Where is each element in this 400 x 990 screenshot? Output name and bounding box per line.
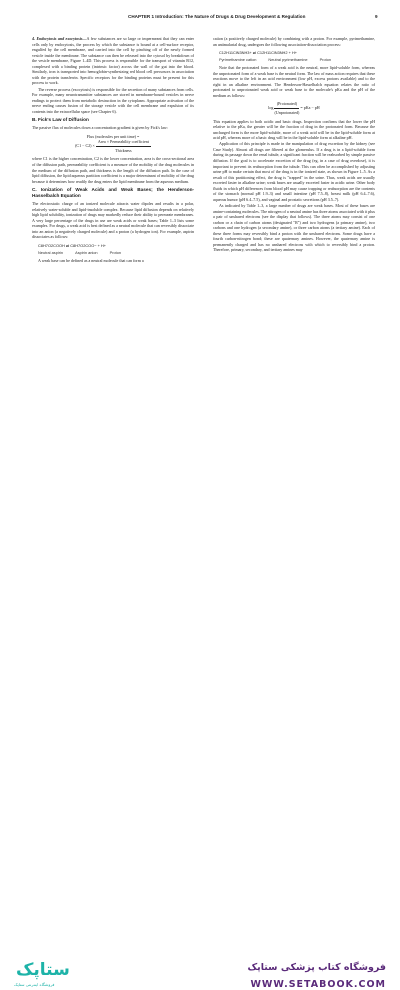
cation-paragraph: cation (a positively charged molecule) by combining with a proton. For example, pyrimethamine, an antimalarial drug, undergoes the following association-dissociation process: <box>213 36 375 47</box>
aspirin-label: Proton <box>109 249 122 255</box>
watermark-url: WWW.SETABOOK.COM <box>250 979 386 990</box>
exocytosis-paragraph: The reverse process (exocytosis) is responsible for the secretion of many substances from cells. For example, many neurotransmitter substances are stored in membrane-bound vesicles in nerve endings to protect them from metabolic destruction in the cytoplasm. Appropriate activation of the nerve ending causes fusion of the storage vesicle with the cell membrane and expulsion of its contents into the extracellular space (see Chapter 6). <box>32 86 194 114</box>
pyrimethamine-equation <box>219 50 375 62</box>
ionization-heading: C. Ionization of Weak Acids and Weak Bases; the Henderson-Hasselbalch Equation <box>32 187 194 199</box>
henderson-intro: Note that the protonated form of a weak acid is the neutral, more lipid-soluble form, whereas the unprotonated form of a weak base is the neutral form. The law of mass action requires that these reactions move to the left in an acid environment (low pH, excess protons available) and to the right in an alkaline environment. The Henderson-Hasselbalch equation relates the ratio of protonated to unprotonated weak acid or weak base to the molecule's pKa and the pH of the medium as follows: <box>213 65 375 98</box>
equation-applies-paragraph: This equation applies to both acidic and basic drugs. Inspection confirms that the lower the pH relative to the pKa, the greater will be the fraction of drug in the protonated form. Because the uncharged form is the more lipid-soluble, more of a weak acid will be in the lipid-soluble form at acid pH, whereas more of a basic drug will be in the lipid-soluble form at alkaline pH. <box>213 118 375 141</box>
watermark-brand-name: فروشگاه کتاب پزشکی ستاپک <box>247 962 386 973</box>
henderson-hasselbalch-equation <box>213 101 375 115</box>
hh-rhs: = pKa − pH <box>300 105 320 111</box>
fick-heading: B. Fick's Law of Diffusion <box>32 117 89 123</box>
aspirin-formula: C8H7O2COOH ⇌ C8H7O2COO− + H+ <box>38 243 107 248</box>
aspirin-equation <box>38 243 194 255</box>
hh-numerator: (Protonated) <box>274 101 299 109</box>
amines-paragraph: As indicated by Table 1–3, a large number of drugs are weak bases. Most of these bases are amine-containing molecules. The nitrogen of a neutral amine has three atoms associated with it plus a pair of unshared electrons (see the display that follows). The three atoms may consist of one carbon or a chain of carbon atoms (designated "R") and two hydrogens (a primary amine), two carbons and one hydrogen (a secondary amine), or three carbon atoms (a tertiary amine). Each of these three forms may reversibly bind a proton with the unshared electrons. Some drugs have a fourth carbon-nitrogen bond; these are quaternary amines. However, the quaternary amine is permanently charged and has no unshared electrons with which to reversibly bind a proton. Therefore, primary, secondary, and tertiary amines may <box>213 202 375 253</box>
pyrimethamine-label: Neutral pyrimethamine <box>268 56 308 62</box>
chapter-title: CHAPTER 1 Introduction: The Nature of Drugs & Drug Development & Regulation <box>128 14 306 19</box>
ionization-paragraph: The electrostatic charge of an ionized molecule attracts water dipoles and results in a polar, relatively water-soluble and lipid-insoluble complex. Because lipid diffusion depends on relatively high lipid solubility, ionization of drugs may markedly reduce their ability to permeate membranes. A very large percentage of the drugs in use are weak acids or weak bases; Table 1–3 lists some examples. For drugs, a weak acid is best defined as a neutral molecule that can reversibly dissociate into an anion (a negatively charged molecule) and a proton (a hydrogen ion). For example, aspirin dissociates as follows: <box>32 201 194 240</box>
left-column <box>32 36 194 264</box>
fick-explanation: where C1 is the higher concentration, C2 is the lower concentration, area is the cross-sectional area of the diffusion path, permeability coefficient is a measure of the mobility of the drug molecules in the medium of the diffusion path, and thickness is the length of the diffusion path. In the case of lipid diffusion, the lipid:aqueous partition coefficient is a major determinant of mobility of the drug because it determines how readily the drug enters the lipid membrane from the aqueous medium. <box>32 156 194 184</box>
page-number: 9 <box>375 14 378 19</box>
fick-intro: The passive flux of molecules down a concentration gradient is given by Fick's law: <box>32 125 168 131</box>
fick-equation-numerator: Area × Permeability coefficient <box>96 139 151 147</box>
watermark-logo-subtitle: فروشگاه اینترنتی ستاپک <box>14 982 55 987</box>
aspirin-label: Neutral aspirin <box>38 249 64 255</box>
excretion-paragraph: Application of this principle is made in the manipulation of drug excretion by the kidney (see Case Study). Almost all drugs are filtered at the glomerulus. If a drug is in a lipid-soluble form during its passage down the renal tubule, a significant fraction will be reabsorbed by simple passive diffusion. If the goal is to accelerate excretion of the drug (eg, in a case of drug overdose), it is important to prevent its reabsorption from the tubule. This can often be accomplished by adjusting urine pH to make certain that most of the drug is in the ionized state, as shown in Figure 1–5. As a result of this partitioning effect, the drug is "trapped" in the urine. Thus, weak acids are usually excreted faster in alkaline urine; weak bases are usually excreted faster in acidic urine. Other body fluids in which pH differences from blood pH may cause trapping or reabsorption are the contents of the stomach (normal pH 1.9–3) and small intestine (pH 7.5–8), breast milk (pH 6.4–7.6), aqueous humor (pH 6.4–7.5), and vaginal and prostatic secretions (pH 3.5–7). <box>213 141 375 202</box>
endocytosis-heading: 4. Endocytosis and exocytosis— <box>32 36 87 41</box>
fick-equation-denominator: Thickness <box>115 147 132 153</box>
aspirin-label: Aspirin anion <box>75 249 98 255</box>
fick-equation-flux: Flux (molecules per unit time) = <box>86 133 140 139</box>
pyrimethamine-label: Proton <box>319 56 332 62</box>
fick-equation <box>32 134 194 154</box>
hh-log: log <box>268 105 274 111</box>
running-header <box>0 14 400 24</box>
pyrimethamine-label: Pyrimethamine cation <box>219 56 257 62</box>
right-column <box>213 36 375 253</box>
fick-equation-concentration: (C1 − C2) × <box>75 143 95 149</box>
endocytosis-text: A few substances are so large or impermeant that they can enter cells only by endocytosis, the process by which the substance is bound at a cell-surface receptor, engulfed by the cell membrane, and carried into the cell by pinching off of the newly formed vesicle inside the membrane. The substance can then be released into the cytosol by breakdown of the vesicle membrane, Figure 1–4D. This process is responsible for the transport of vitamin B12, complexed with a binding protein (intrinsic factor) across the wall of the gut into the blood. Similarly, iron is transported into hemoglobin-synthesizing red blood cell precursors in association with the protein transferrin. Specific receptors for the binding proteins must be present for this process to work. <box>32 36 194 86</box>
pyrimethamine-formula: C12H11ClN3NH3+ ⇌ C12H11ClN3NH2 + H+ <box>219 50 298 56</box>
watermark-logo: ستاپک <box>16 960 70 980</box>
hh-denominator: (Unprotonated) <box>274 110 300 116</box>
endocytosis-paragraph <box>32 36 194 86</box>
watermark-footer <box>0 480 400 990</box>
weak-base-paragraph: A weak base can be defined as a neutral molecule that can form a <box>38 258 144 264</box>
